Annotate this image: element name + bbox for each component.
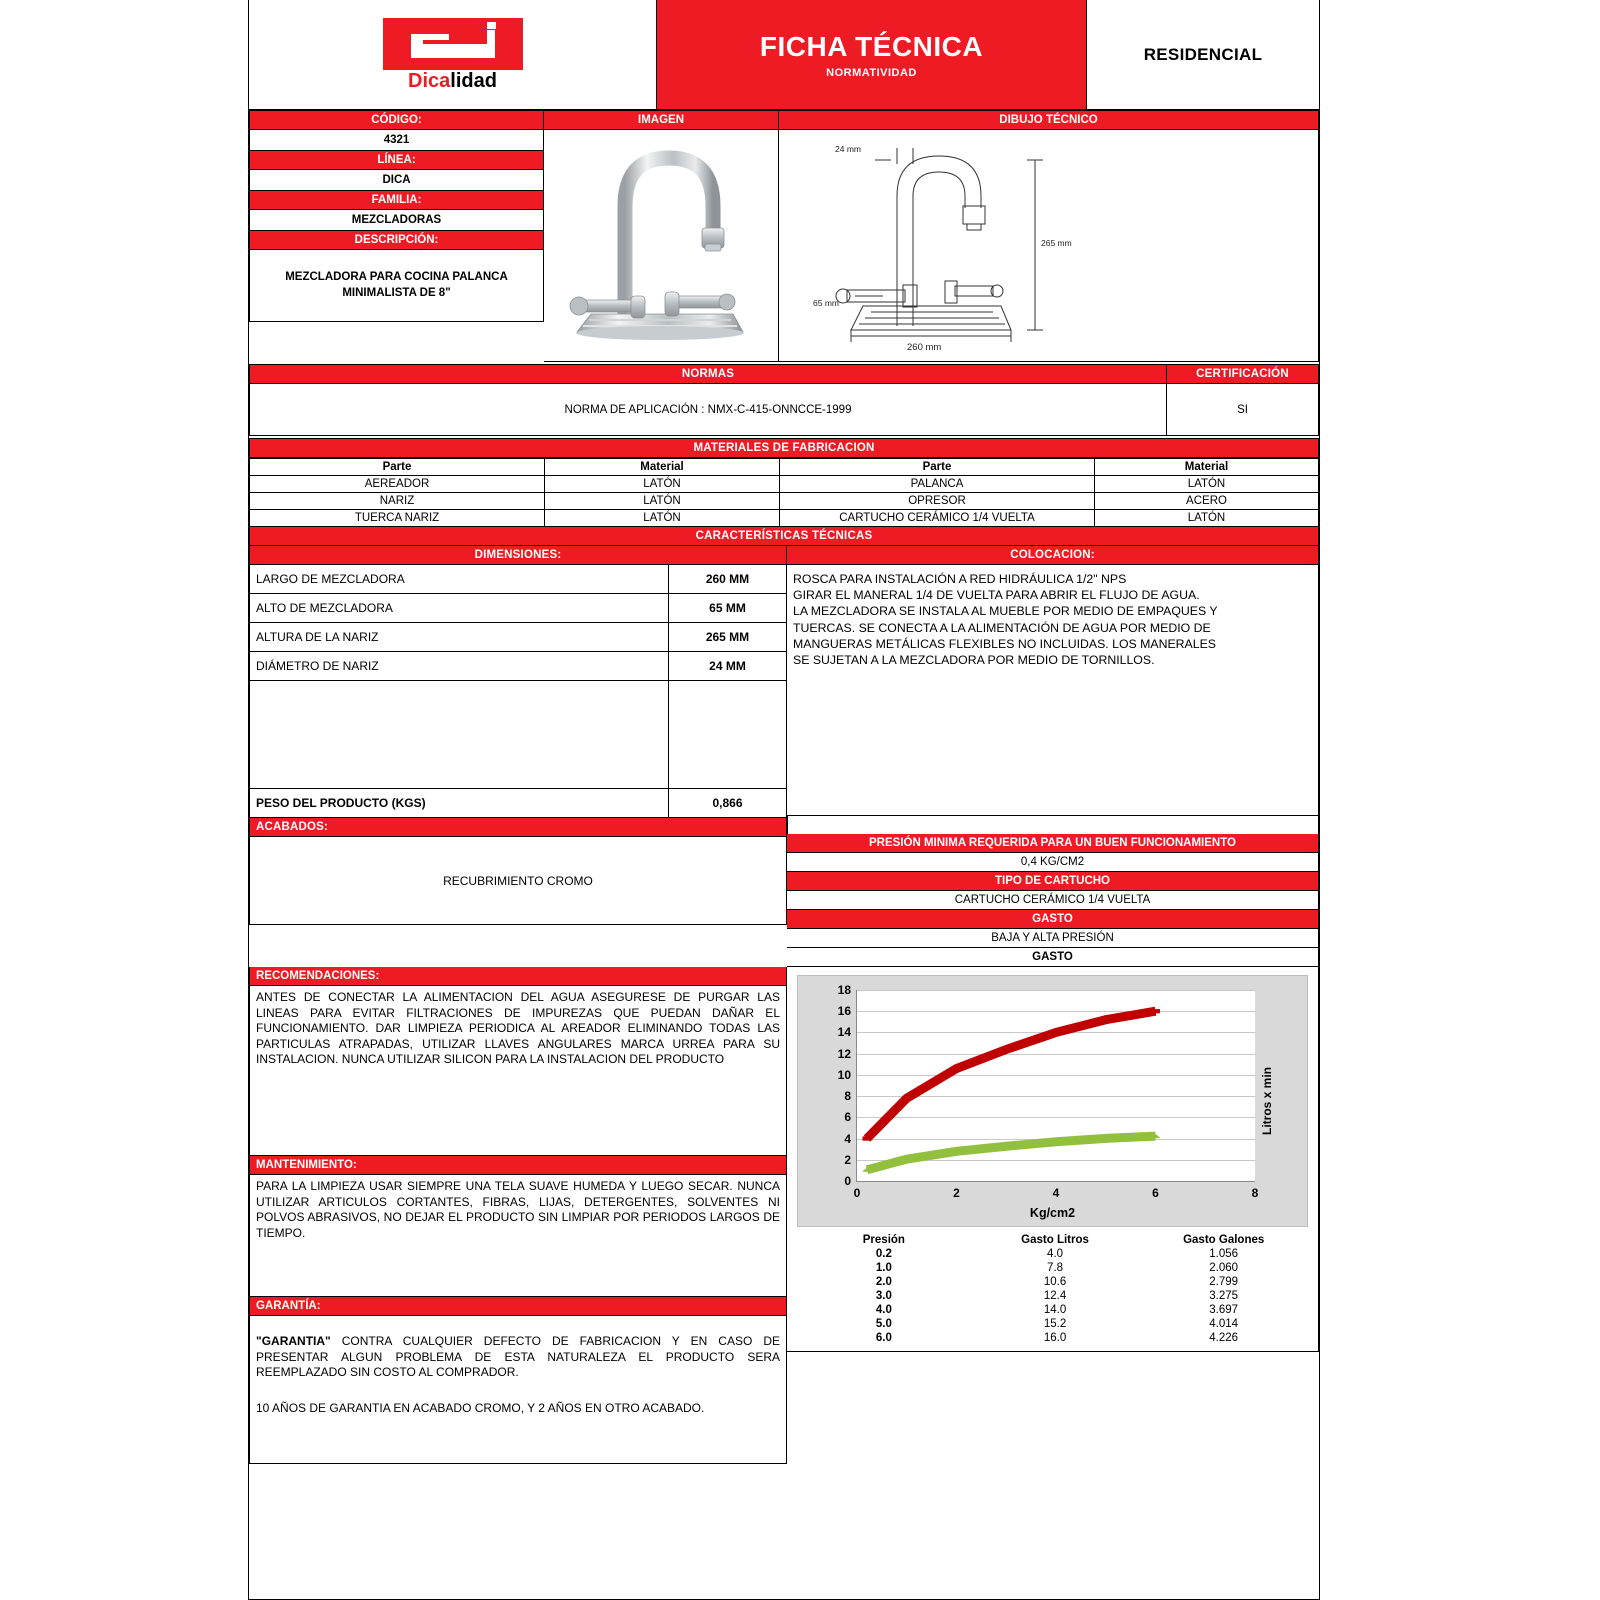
caracteristicas-label: CARACTERÍSTICAS TÉCNICAS [249,527,1319,546]
acabados-label: ACABADOS: [249,818,787,837]
mat-r1-c2: OPRESOR [780,493,1095,510]
certificacion-value: SI [1167,384,1319,436]
dim-0-value: 260 MM [669,565,787,594]
table-row [797,1247,1308,1261]
gasto-r2-litros: 10.6 [1043,1276,1067,1288]
gasto-r2-galones: 2.799 [1209,1276,1239,1288]
logo-wordmark-prefix: Dica [408,69,451,92]
codigo-value: 4321 [249,130,544,151]
peso-label: PESO DEL PRODUCTO (KGS) [249,789,669,818]
bottom-section [249,967,1319,1464]
table-header-row [797,1233,1308,1247]
colocacion-column [787,546,1319,967]
segment-block [1087,0,1319,109]
gasto-col-presion: Presión [862,1234,905,1246]
gasto-r0-presion: 0.2 [875,1248,892,1260]
acabados-value: RECUBRIMIENTO CROMO [249,837,787,925]
ytick-2: 2 [844,1152,851,1167]
gasto-table [797,1233,1308,1345]
colocacion-line-5: SE SUJETAN A LA MEZCLADORA POR MEDIO DE TORNILLOS. [793,653,1155,668]
mat-r2-c1: LATÓN [545,510,780,527]
page-subtitle: NORMATIVIDAD [826,66,917,79]
ytick-0: 0 [844,1174,851,1188]
descripcion-label: DESCRIPCIÓN: [249,231,544,250]
gasto-col-galones: Gasto Galones [1183,1234,1265,1246]
chart-marker-0-4 [1052,1030,1061,1034]
gasto-r6-presion: 6.0 [875,1332,892,1344]
familia-label: FAMILIA: [249,191,544,210]
mat-r0-c0: AEREADOR [250,476,545,493]
dim-1-value: 65 MM [669,594,787,623]
tipo-cartucho-label: TIPO DE CARTUCHO [787,872,1319,891]
chart-line-0 [867,1011,1156,1138]
product-image-column [544,110,779,362]
gasto-col-litros: Gasto Litros [1021,1234,1089,1246]
gasto-r5-litros: 15.2 [1043,1318,1067,1330]
presion-minima-value: 0,4 KG/CM2 [787,853,1319,872]
mat-col-material-1: Material [545,459,780,476]
linea-label: LÍNEA: [249,151,544,170]
chart-marker-0-6 [1151,1009,1160,1013]
ytick-8: 8 [844,1089,851,1104]
codigo-label: CÓDIGO: [249,110,544,130]
normas-header [249,364,1167,436]
dim-2-name: ALTURA DE LA NARIZ [249,623,669,652]
logo-wordmark-suffix: lidad [450,69,497,92]
peso-value: 0,866 [669,789,787,818]
recomendaciones-label: RECOMENDACIONES: [249,967,787,986]
normas-value: NORMA DE APLICACIÓN : NMX-C-415-ONNCCE-1999 [249,384,1167,436]
table-row [250,476,1319,493]
logo-wordmark [383,70,523,92]
imagen-label: IMAGEN [544,110,779,130]
descripcion-value: MEZCLADORA PARA COCINA PALANCA MINIMALISTA DE 8" [249,250,544,322]
garantia-label: GARANTÍA: [249,1297,787,1316]
mat-col-parte-2: Parte [780,459,1095,476]
table-row [797,1261,1308,1275]
table-row [797,1303,1308,1317]
gasto-r3-presion: 3.0 [875,1290,892,1302]
dimensiones-column [249,546,787,967]
dim-spacer-name [249,681,669,789]
mat-r1-c0: NARIZ [250,493,545,510]
normas-section [249,364,1319,436]
chart-marker-0-2 [952,1066,961,1070]
presion-minima-label: PRESIÓN MINIMA REQUERIDA PARA UN BUEN FUNCIONAMIENTO [787,834,1319,853]
colocacion-line-2: LA MEZCLADORA SE INSTALA AL MUEBLE POR MEDIO DE EMPAQUES Y [793,604,1218,619]
colocacion-line-0: ROSCA PARA INSTALACIÓN A RED HIDRÁULICA 1/2" NPS [793,572,1127,586]
chart-series [857,990,1255,1181]
xtick-2: 2 [953,1186,960,1200]
mat-r2-c3: LATÓN [1095,510,1319,527]
dimension-row [249,594,787,623]
mat-r1-c3: ACERO [1095,493,1319,510]
technical-drawing [779,130,1319,362]
dimension-row [249,565,787,594]
gasto-r4-presion: 4.0 [875,1304,892,1316]
mantenimiento-text: PARA LA LIMPIEZA USAR SIEMPRE UNA TELA SUAVE HUMEDA Y LUEGO SECAR. NUNCA UTILIZAR ARTICULOS CORTANTES, FIBRAS, LIJAS, DETERGENTES, SOLVENTES NI POLVOS ABRASIVOS, NO DEJAR EL PRODUCTO SIN LIMPIAR POR PERIODOS LARGOS DE TIEMPO. [249,1175,787,1297]
mat-r0-c2: PALANCA [780,476,1095,493]
ytick-16: 16 [837,1004,851,1019]
technical-drawing-column [779,110,1319,362]
xtick-0: 0 [853,1186,861,1200]
dim-nariz-diam: 24 mm [835,144,861,154]
dim-spacer-value [669,681,787,789]
dim-altura-nariz: 265 mm [1041,238,1072,248]
chart-plot [837,983,1259,1200]
materiales-table [249,458,1319,527]
xtick-4: 4 [1052,1186,1060,1200]
colocacion-gap [787,816,1319,834]
gasto-r0-litros: 4.0 [1047,1248,1064,1260]
certificacion-label: CERTIFICACIÓN [1167,364,1319,384]
faucet-drawing-icon [779,130,1079,360]
mat-r1-c1: LATÓN [545,493,780,510]
chart-xlabel: Kg/cm2 [1029,1206,1076,1220]
gasto-r6-litros: 16.0 [1043,1332,1067,1344]
sheet-title-block [657,0,1087,109]
chart-plot-area [797,975,1308,1227]
chart-ylabel: Litros x min [1259,1066,1274,1136]
dim-largo: 260 mm [907,342,942,353]
dimensiones-label: DIMENSIONES: [249,546,787,565]
dimension-row [249,623,787,652]
logo-glyph-icon [383,18,523,70]
mat-col-parte-1: Parte [250,459,545,476]
gasto-chart-title: GASTO [787,948,1319,967]
ytick-18: 18 [837,983,851,997]
sheet-header [249,0,1319,110]
notes-column [249,967,787,1464]
table-row [797,1317,1308,1331]
colocacion-label: COLOCACION: [787,546,1319,565]
gasto-r0-galones: 1.056 [1209,1248,1239,1260]
table-header-row [250,459,1319,476]
chart-marker-0-0 [862,1136,871,1140]
dim-2-value: 265 MM [669,623,787,652]
ytick-12: 12 [837,1046,851,1061]
colocacion-line-4: MANGUERAS METÁLICAS FLEXIBLES NO INCLUIDAS. LOS MANERALES [793,636,1216,651]
product-info-column [249,110,544,362]
tipo-cartucho-value: CARTUCHO CERÁMICO 1/4 VUELTA [787,891,1319,910]
dibujo-label: DIBUJO TÉCNICO [779,110,1319,130]
chart-line-1 [867,1136,1156,1170]
xtick-6: 6 [1152,1186,1159,1200]
gasto-r1-presion: 1.0 [875,1262,892,1274]
garantia-quoted: "GARANTIA" [256,1334,331,1348]
faucet-photo-icon [547,136,775,356]
dica-logo-mark [383,18,523,70]
gasto-r4-litros: 14.0 [1043,1304,1067,1316]
dim-3-name: DIÁMETRO DE NARIZ [249,652,669,681]
ytick-10: 10 [837,1067,851,1082]
materiales-section [249,438,1319,527]
chart-marker-0-3 [1002,1047,1011,1051]
gasto-r4-galones: 3.697 [1209,1304,1239,1316]
product-info-row [249,110,1319,362]
spec-sheet-page [248,0,1320,1600]
mat-r2-c0: TUERCA NARIZ [250,510,545,527]
gasto-r5-galones: 4.014 [1209,1318,1239,1330]
mat-r0-c3: LATÓN [1095,476,1319,493]
table-row [250,510,1319,527]
recomendaciones-text: ANTES DE CONECTAR LA ALIMENTACION DEL AGUA ASEGURESE DE PURGAR LAS LINEAS PARA EVITAR FILTRACIONES DE IMPUREZAS QUE PUEDAN DAÑAR EL FUNCIONAMIENTO. DAR LIMPIEZA PERIODICA AL AREADOR ELIMINANDO TODAS LAS PARTICULAS ATRAPADAS, UTILIZAR LLAVES ANGULARES MARCA URREA PARA SU INSTALACION. NUNCA UTILIZAR SILICON PARA LA INSTALACION DEL PRODUCTO [249,986,787,1156]
mat-col-material-2: Material [1095,459,1319,476]
gasto-r3-galones: 3.275 [1209,1290,1239,1302]
mat-r0-c1: LATÓN [545,476,780,493]
materiales-label: MATERIALES DE FABRICACION [249,438,1319,458]
dim-0-name: LARGO DE MEZCLADORA [249,565,669,594]
gasto-chart [787,967,1319,1352]
table-row [797,1331,1308,1345]
colocacion-line-3: TUERCAS. SE CONECTA A LA ALIMENTACIÓN DE AGUA POR MEDIO DE [793,620,1211,635]
familia-value: MEZCLADORAS [249,210,544,231]
ytick-6: 6 [844,1110,851,1125]
normas-label: NORMAS [249,364,1167,384]
colocacion-text [787,565,1319,816]
dimension-spacer-row [249,681,787,789]
mantenimiento-label: MANTENIMIENTO: [249,1156,787,1175]
page-title: FICHA TÉCNICA [759,30,984,62]
mat-r2-c2: CARTUCHO CERÁMICO 1/4 VUELTA [780,510,1095,527]
dim-3-value: 24 MM [669,652,787,681]
peso-row [249,789,787,818]
brand-logo [249,0,657,109]
garantia-text-2: 10 AÑOS DE GARANTIA EN ACABADO CROMO, Y 2 AÑOS EN OTRO ACABADO. [256,1400,705,1415]
gasto-r5-presion: 5.0 [875,1318,892,1330]
chart-marker-0-5 [1101,1018,1110,1022]
linea-value: DICA [249,170,544,191]
chart-column [787,967,1319,1464]
caracteristicas-body [249,546,1319,967]
gasto-r2-presion: 2.0 [875,1276,892,1288]
ytick-4: 4 [844,1131,851,1146]
dimension-row [249,652,787,681]
xtick-8: 8 [1251,1186,1259,1200]
garantia-text-1: CONTRA CUALQUIER DEFECTO DE FABRICACION Y EN CASO DE PRESENTAR ALGUN PROBLEMA DE ESTA NATURALEZA EL PRODUCTO SERA REEMPLAZADO SIN COSTO AL COMPRADOR. [256,1334,780,1380]
dim-alto: 65 mm [813,298,839,308]
certificacion-header [1167,364,1319,436]
table-row [797,1275,1308,1289]
dim-1-name: ALTO DE MEZCLADORA [249,594,669,623]
gasto-value: BAJA Y ALTA PRESIÓN [787,929,1319,948]
chart-marker-0-1 [902,1096,911,1100]
gasto-r1-galones: 2.060 [1209,1262,1239,1274]
ytick-14: 14 [837,1025,851,1040]
gasto-r1-litros: 7.8 [1047,1262,1064,1274]
gasto-r6-galones: 4.226 [1209,1332,1239,1344]
gasto-r3-litros: 12.4 [1043,1290,1067,1302]
caracteristicas-section [249,527,1319,967]
table-row [250,493,1319,510]
segment-label: RESIDENCIAL [1143,44,1263,64]
table-row [797,1289,1308,1303]
gasto-label: GASTO [787,910,1319,929]
garantia-text [249,1316,787,1464]
colocacion-line-1: GIRAR EL MANERAL 1/4 DE VUELTA PARA ABRIR EL FLUJO DE AGUA. [793,588,1200,603]
product-photo [544,130,779,362]
